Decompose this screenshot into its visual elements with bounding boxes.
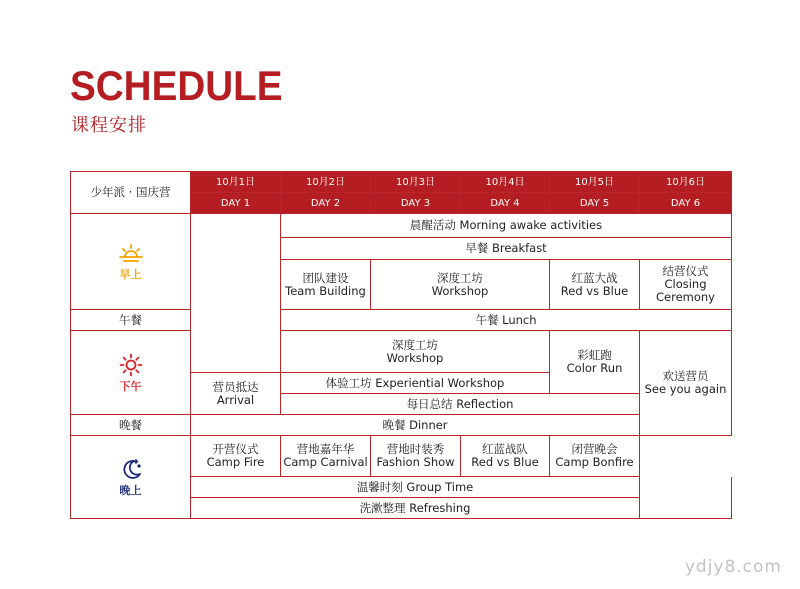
date-header: 10月4日 <box>461 172 550 193</box>
activity-cell: 团队建设 Team Building <box>281 260 371 310</box>
reflection-cell: 每日总结 Reflection <box>281 394 640 415</box>
day1-morning-empty <box>191 214 281 373</box>
sunrise-icon <box>118 243 144 265</box>
activity-cell: 深度工坊 Workshop <box>281 331 550 373</box>
day-header: DAY 3 <box>371 193 461 214</box>
watermark: ydjy8.com <box>684 557 782 577</box>
day-header: DAY 5 <box>550 193 640 214</box>
refreshing-cell: 洗漱整理 Refreshing <box>191 498 640 519</box>
activity-cell: 深度工坊 Workshop <box>371 260 550 310</box>
meal-label: 晚餐 <box>71 415 191 436</box>
arrival-cell: 营员抵达 Arrival <box>191 373 281 415</box>
meal-label: 午餐 <box>71 310 191 331</box>
activity-cell: 红蓝大战 Red vs Blue <box>550 260 640 310</box>
sun-icon <box>119 353 143 377</box>
dinner-cell: 晚餐 Dinner <box>191 415 640 436</box>
period-label: 早上 <box>119 267 142 281</box>
date-header: 10月3日 <box>371 172 461 193</box>
period-morning <box>71 214 191 310</box>
day-header: DAY 6 <box>640 193 732 214</box>
farewell-cell: 欢送营员 See you again <box>640 331 732 436</box>
experiential-cell: 体验工坊 Experiential Workshop <box>281 373 550 394</box>
day-header: DAY 2 <box>281 193 371 214</box>
activity-cell: 彩虹跑 Color Run <box>550 331 640 394</box>
moon-icon <box>119 457 143 481</box>
activity-cell: 红蓝战队 Red vs Blue <box>461 436 550 477</box>
activity-cell: 结营仪式 Closing Ceremony <box>640 260 732 310</box>
date-header: 10月2日 <box>281 172 371 193</box>
wake-cell: 晨醒活动 Morning awake activities <box>281 214 732 238</box>
period-afternoon <box>71 331 191 415</box>
activity-cell: 营地嘉年华 Camp Carnival <box>281 436 371 477</box>
period-label: 下午 <box>119 379 142 393</box>
activity-cell: 开营仪式 Camp Fire <box>191 436 281 477</box>
empty-cell <box>640 498 732 519</box>
activity-cell: 营地时装秀 Fashion Show <box>371 436 461 477</box>
table-corner: 少年派 · 国庆营 <box>71 172 191 214</box>
day-header: DAY 1 <box>191 193 281 214</box>
date-header: 10月1日 <box>191 172 281 193</box>
date-header: 10月6日 <box>640 172 732 193</box>
page-title: SCHEDULE <box>70 62 283 109</box>
lunch-cell: 午餐 Lunch <box>281 310 732 331</box>
breakfast-cell: 早餐 Breakfast <box>281 238 732 260</box>
period-evening <box>71 436 191 519</box>
schedule-table <box>70 171 732 519</box>
activity-cell: 闭营晚会 Camp Bonfire <box>550 436 640 477</box>
empty-cell <box>640 477 732 498</box>
date-header: 10月5日 <box>550 172 640 193</box>
day-header: DAY 4 <box>461 193 550 214</box>
grouptime-cell: 温馨时刻 Group Time <box>191 477 640 498</box>
page-subtitle: 课程安排 <box>71 115 147 136</box>
period-label: 晚上 <box>119 484 142 497</box>
